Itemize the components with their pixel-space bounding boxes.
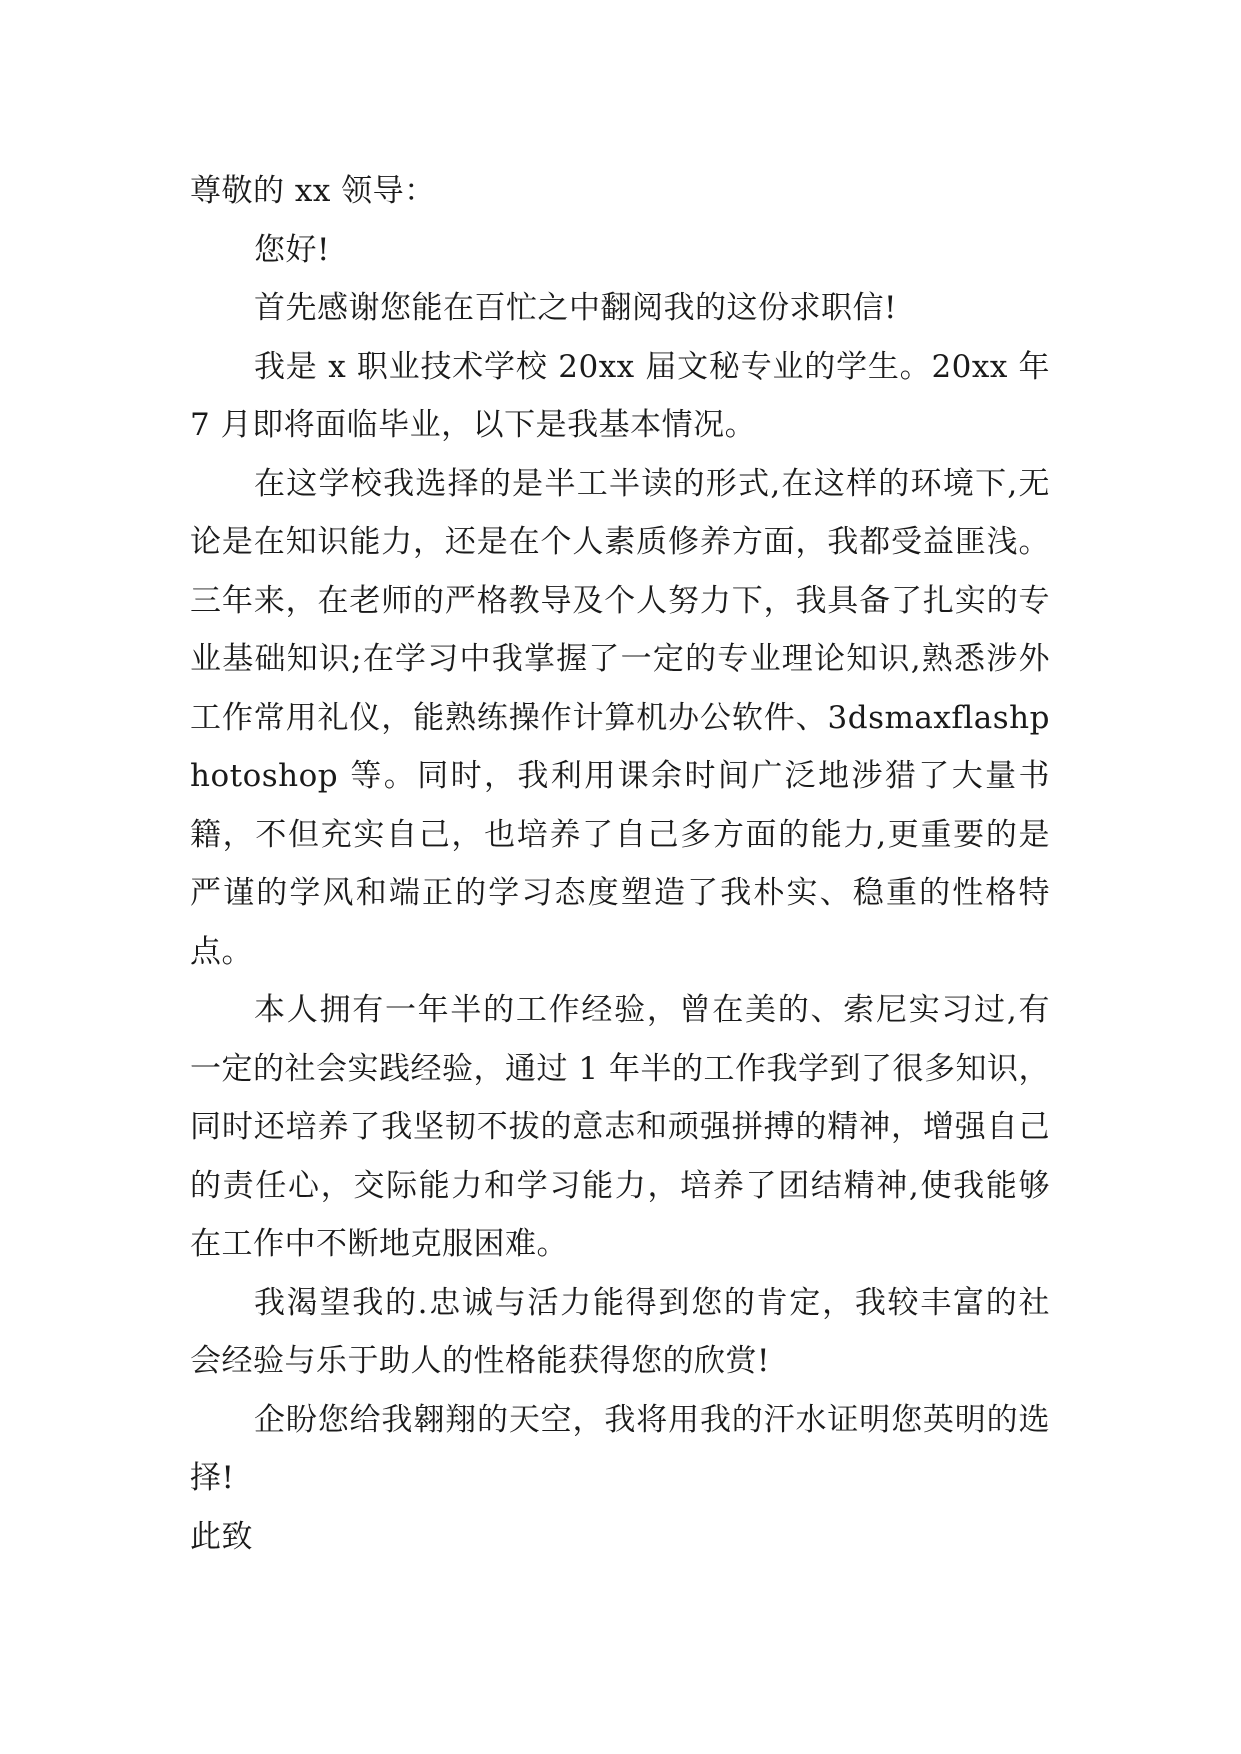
paragraph-hope: 企盼您给我翱翔的天空，我将用我的汗水证明您英明的选择! bbox=[190, 1401, 1050, 1496]
paragraph-experience: 本人拥有一年半的工作经验，曾在美的、索尼实习过,有一定的社会实践经验，通过 1 年半的工作我学到了很多知识，同时还培养了我坚韧不拔的意志和顽强拼搏的精神，增强自己的责任心，交际能力和学习能力，培养了团结精神,使我能够在工作中不断地克服困难。 bbox=[190, 992, 1050, 1262]
paragraph-aspiration: 我渴望我的.忠诚与活力能得到您的肯定，我较丰富的社会经验与乐于助人的性格能获得您的欣赏! bbox=[190, 1284, 1050, 1379]
paragraph-thanks: 首先感谢您能在百忙之中翻阅我的这份求职信! bbox=[254, 290, 897, 326]
paragraph-introduction: 我是 x 职业技术学校 20xx 届文秘专业的学生。20xx 年 7 月即将面临毕业，以下是我基本情况。 bbox=[190, 348, 1050, 443]
cover-letter bbox=[190, 162, 1050, 1566]
paragraph-education: 在这学校我选择的是半工半读的形式,在这样的环境下,无论是在知识能力，还是在个人素质修养方面，我都受益匪浅。三年来，在老师的严格教导及个人努力下，我具备了扎实的专业基础知识;在学习中我掌握了一定的专业理论知识,熟悉涉外工作常用礼仪，能熟练操作计算机办公软件、3dsmaxflashphotoshop 等。同时，我利用课余时间广泛地涉猎了大量书籍，不但充实自己，也培养了自己多方面的能力,更重要的是严谨的学风和端正的学习态度塑造了我朴实、稳重的性格特点。 bbox=[190, 465, 1050, 970]
closing: 此致 bbox=[190, 1518, 253, 1555]
salutation: 尊敬的 xx 领导： bbox=[190, 173, 436, 209]
greeting: 您好! bbox=[254, 231, 330, 268]
